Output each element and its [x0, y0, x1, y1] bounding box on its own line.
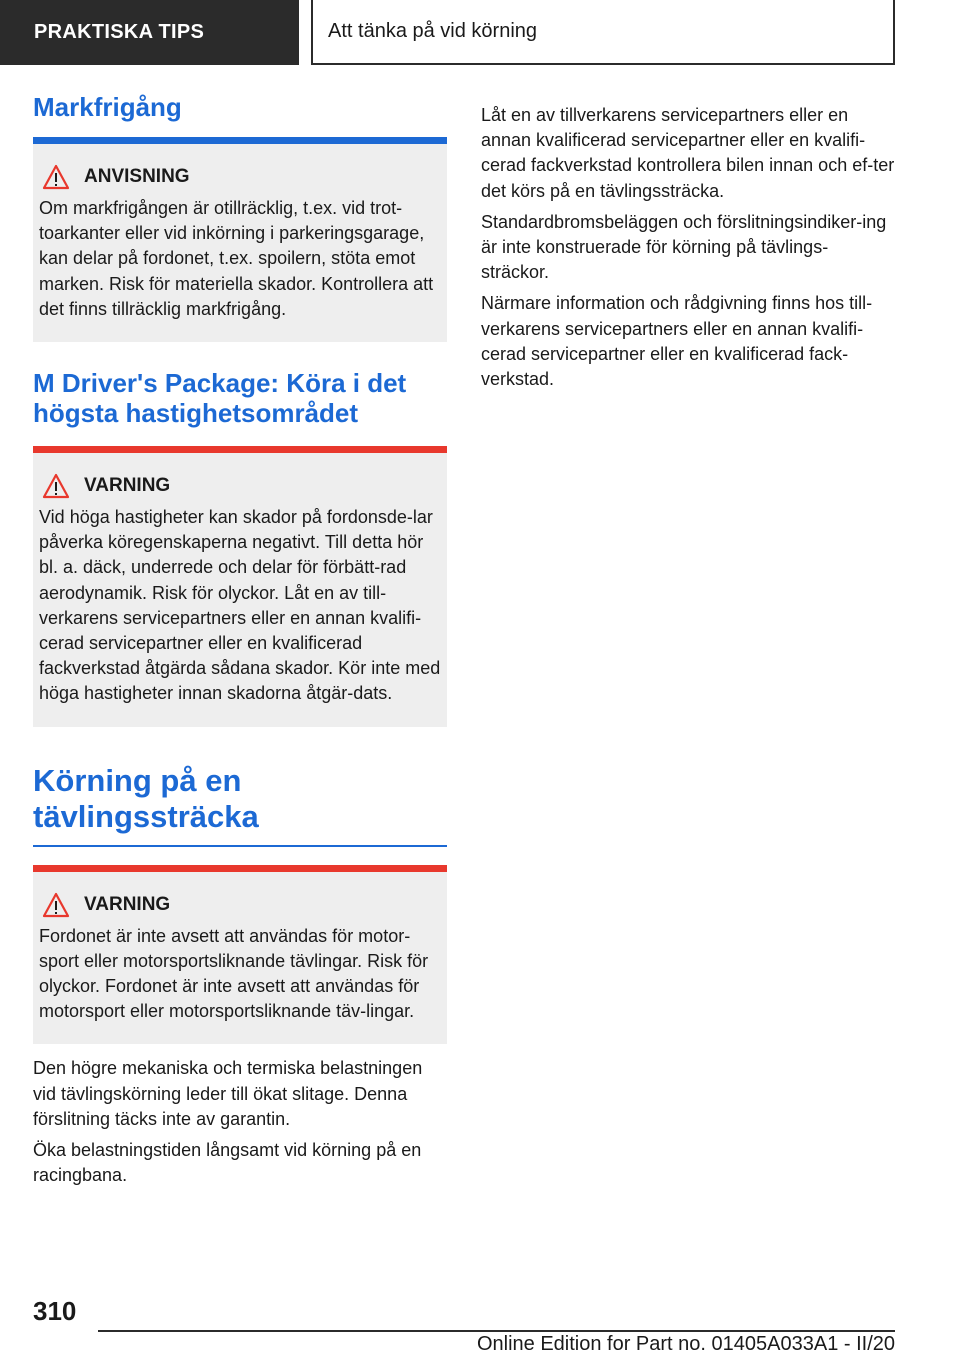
header-section: PRAKTISKA TIPS	[0, 0, 299, 65]
notice-box	[33, 144, 447, 342]
warning-box-2	[33, 872, 447, 1045]
notice-title	[42, 164, 441, 190]
warning-label-2: VARNING	[84, 893, 171, 915]
paragraph-belastning: Den högre mekaniska och termiska belastningen vid tävlingskörning leder till ökat slitage. Denna förslitning täcks inte av garantin.	[33, 1058, 423, 1129]
warning-text-2: Fordonet är inte avsett att användas för motor‐sport eller motorsportsliknande tävlingar. Risk för olyckor. Fordonet är inte avsett att användas för motorsport eller motorsportsliknande täv‐lingar.	[39, 925, 429, 1022]
page-number: 310	[33, 1296, 77, 1326]
warning-triangle-icon	[42, 164, 70, 190]
left-column	[33, 92, 447, 1194]
heading-korning-tavlingsstracka: Körning på en tävlingssträcka	[33, 762, 259, 834]
warning-text-1: Vid höga hastigheter kan skador på fordonsde‐lar påverka köregenskaperna negativt. Till detta hör bl. a. däck, underrede och delar för förbätt‐rad aerodynamik. Risk för olyckor. Låt en av till‐verkarens servicepartners eller en annan kvalifi‐cerad servicepartner eller en kvalificerad fackverkstad åtgärda sådana skador. Kör inte med höga hastigheter innan skadorna åtgär‐dats.	[39, 507, 441, 704]
warning-label-1: VARNING	[84, 475, 171, 497]
red-rule	[33, 446, 447, 453]
footer-edition: Online Edition for Part no. 01405A033A1 - II/20	[476, 1333, 895, 1355]
heading-markfrigang: Markfrigång	[33, 92, 182, 122]
paragraph-servicepartner: Låt en av tillverkarens servicepartners eller en annan kvalificerad servicepartner eller en kvalifi‐cerad fackverkstad kontrollera bilen innan och ef‐ter det körs på en tävlingssträcka.	[481, 105, 895, 201]
warning-title-1	[42, 473, 441, 499]
paragraph-information: Närmare information och rådgivning finns hos till‐verkarens servicepartners eller en annan kvalifi‐cerad servicepartner eller en kvalificerad fack‐verkstad.	[481, 293, 873, 390]
right-column	[481, 103, 895, 398]
paragraph-racingbana: Öka belastningstiden långsamt vid körning på en racingbana.	[33, 1140, 422, 1186]
heading-m-drivers-package: M Driver's Package: Köra i det högsta hastighetsområdet	[33, 368, 407, 429]
warning-box-1	[33, 453, 447, 727]
notice-text: Om markfrigången är otillräcklig, t.ex. vid trot‐toarkanter eller vid inkörning i parkeringsgarage, kan delar på fordonet, t.ex. spoilern, stöta emot marken. Risk för materiella skador. Kontrollera att det finns tillräcklig markfrigång.	[39, 198, 434, 319]
notice-label: ANVISNING	[84, 166, 190, 187]
warning-title-2	[42, 892, 441, 918]
warning-triangle-icon	[42, 892, 70, 918]
header-chapter: Att tänka på vid körning	[311, 0, 895, 65]
red-rule	[33, 865, 447, 872]
warning-triangle-icon	[42, 473, 70, 499]
blue-rule	[33, 137, 447, 144]
footer-rule	[98, 1330, 895, 1332]
paragraph-bromsbelagg: Standardbromsbeläggen och förslitningsindiker‐ing är inte konstruerade för körning på tävlings‐sträckor.	[481, 211, 887, 283]
